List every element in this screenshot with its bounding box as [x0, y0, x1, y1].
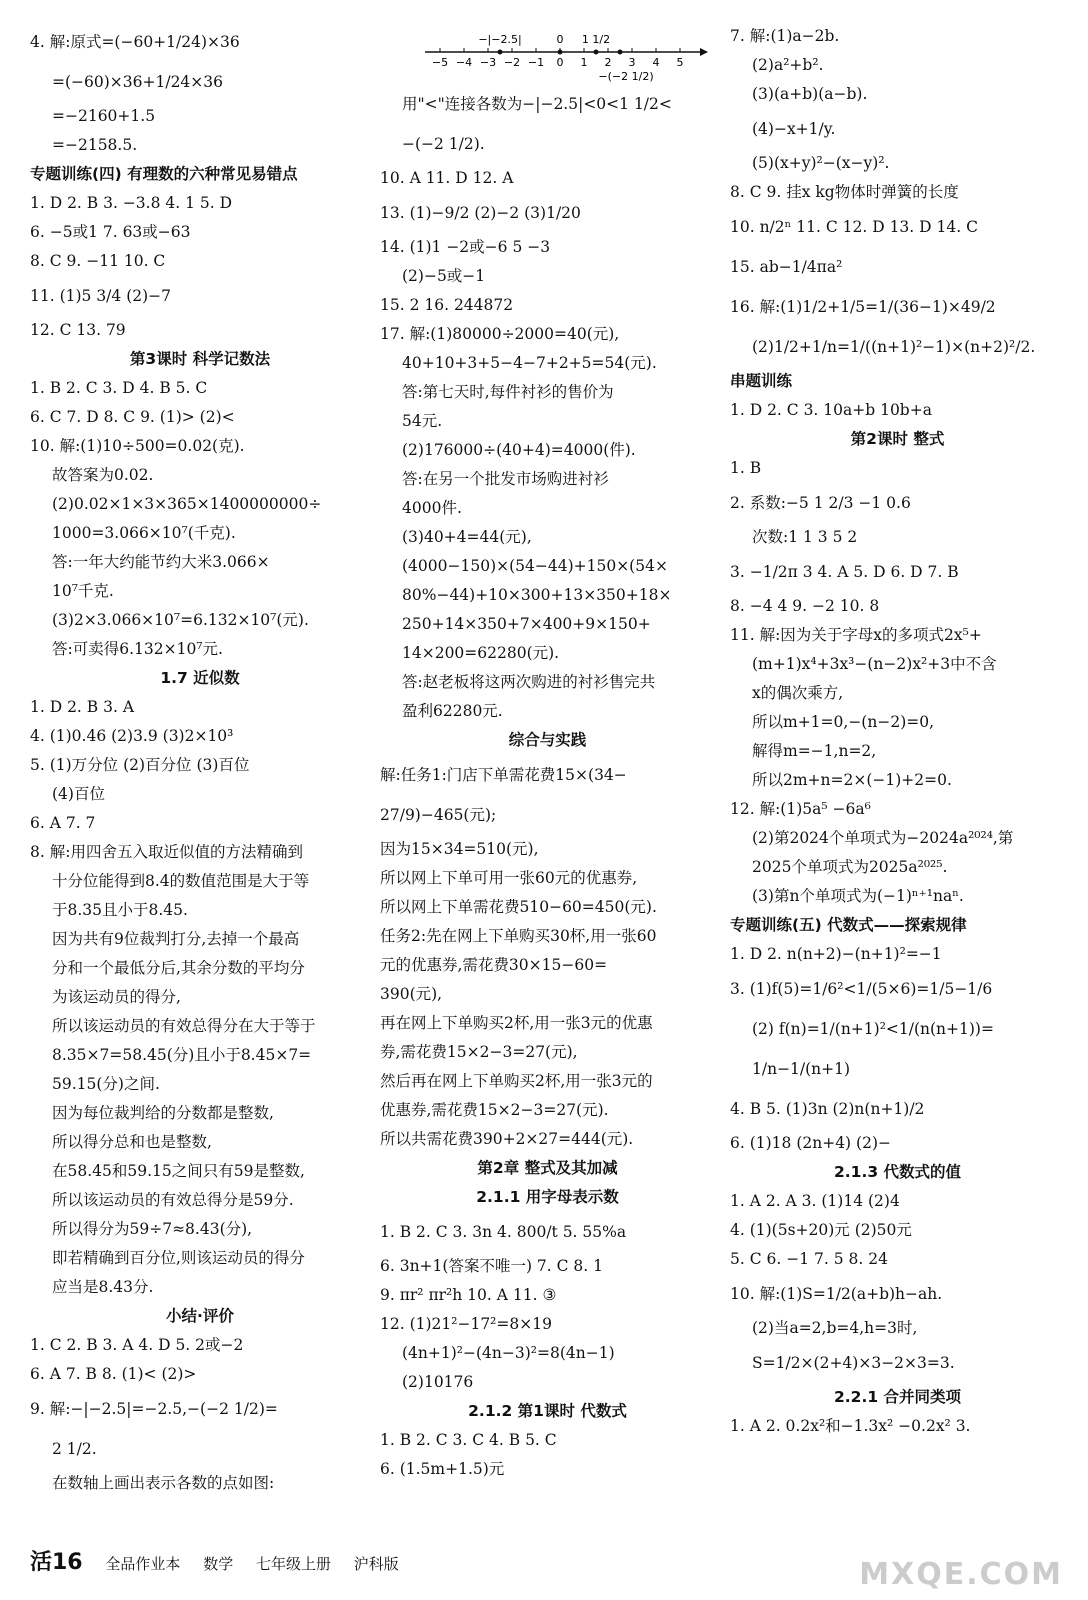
col2-line-16: 80%−44)+10×300+13×350+18× [402, 586, 672, 604]
col1-line-6: 6. −5或1 7. 63或−63 [30, 223, 191, 241]
col1-line-9: 12. C 13. 79 [30, 321, 126, 339]
col1-line-45: 6. A 7. B 8. (1)< (2)> [30, 1365, 197, 1383]
col3-line-41: S=1/2×(2+4)×3−2×3=3. [752, 1354, 955, 1372]
axis-tick-label: −5 [431, 56, 449, 69]
col2-line-21: 综合与实践 [508, 731, 587, 749]
col2-line-3: 13. (1)−9/2 (2)−2 (3)1/20 [380, 204, 581, 222]
axis-tick-label: 3 [628, 56, 636, 69]
col1-line-30: 因为共有9位裁判打分,去掉一个最高 [52, 930, 300, 948]
col2-line-44: 1. B 2. C 3. C 4. B 5. C [380, 1431, 557, 1449]
col3-line-26: 2025个单项式为2025a²⁰²⁵. [752, 858, 948, 876]
col3-line-19: (m+1)x⁴+3x³−(n−2)x²+3中不含 [752, 655, 997, 673]
col2-line-7: 17. 解:(1)80000÷2000=40(元), [380, 325, 620, 343]
col3-line-32: 1/n−1/(n+1) [752, 1060, 851, 1078]
col1-line-35: 59.15(分)之间. [52, 1075, 160, 1093]
col1-line-3: =−2158.5. [52, 136, 138, 154]
col2-line-0: 用"<"连接各数为−|−2.5|<0<1 1/2< [402, 95, 672, 113]
col3-line-39: 10. 解:(1)S=1/2(a+b)h−ah. [730, 1285, 943, 1303]
col1-line-44: 1. C 2. B 3. A 4. D 5. 2或−2 [30, 1336, 244, 1354]
col2-line-33: 优惠券,需花费15×2−3=27(元). [380, 1101, 609, 1119]
col2-line-22: 解:任务1:门店下单需花费15×(34− [380, 766, 627, 784]
col2-line-2: 10. A 11. D 12. A [380, 169, 514, 187]
col1-line-42: 应当是8.43分. [52, 1278, 154, 1296]
axis-point-label: −(−2 1/2) [598, 70, 654, 83]
col1-line-7: 8. C 9. −11 10. C [30, 252, 166, 270]
col1-line-5: 1. D 2. B 3. −3.8 4. 1 5. D [30, 194, 233, 212]
axis-tick-label: 1 [580, 56, 588, 69]
col3-line-23: 所以2m+n=2×(−1)+2=0. [752, 771, 952, 789]
edition-label: 沪科版 [353, 1555, 399, 1573]
col3-line-33: 4. B 5. (1)3n (2)n(n+1)/2 [730, 1100, 925, 1118]
grade-label: 七年级上册 [256, 1555, 332, 1573]
axis-point-label: −|−2.5| [478, 33, 522, 46]
col1-line-15: (2)0.02×1×3×365×1400000000÷ [52, 495, 322, 513]
col2-line-43: 2.1.2 第1课时 代数式 [468, 1402, 627, 1420]
col3-line-0: 7. 解:(1)a−2b. [730, 27, 840, 45]
col2-line-26: 所以网上下单需花费510−60=450(元). [380, 898, 657, 916]
axis-tick-label: −1 [527, 56, 545, 69]
col1-line-2: =−2160+1.5 [52, 107, 156, 125]
col3-line-3: (4)−x+1/y. [752, 120, 836, 138]
col1-line-0: 4. 解:原式=(−60+1/24)×36 [30, 33, 240, 51]
axis-tick-label: −4 [455, 56, 473, 69]
col3-line-15: 次数:1 1 3 5 2 [752, 528, 858, 546]
col2-line-45: 6. (1.5m+1.5)元 [380, 1460, 505, 1478]
col1-line-13: 10. 解:(1)10÷500=0.02(克). [30, 437, 245, 455]
col2-line-10: 54元. [402, 412, 443, 430]
col3-line-29: 1. D 2. n(n+2)−(n+1)²=−1 [730, 945, 942, 963]
col1-line-32: 为该运动员的得分, [52, 988, 181, 1006]
col1-line-43: 小结·评价 [166, 1307, 234, 1325]
col1-line-23: 4. (1)0.46 (2)3.9 (3)2×10³ [30, 727, 234, 745]
watermark-logo: MXQE.COM [859, 1557, 1063, 1592]
col2-line-24: 因为15×34=510(元), [380, 840, 539, 858]
col2-line-36: 2.1.1 用字母表示数 [476, 1188, 619, 1206]
col2-line-19: 答:赵老板将这两次购进的衬衫售完共 [402, 673, 656, 691]
col3-line-12: 第2课时 整式 [850, 430, 945, 448]
col1-line-8: 11. (1)5 3/4 (2)−7 [30, 287, 171, 305]
col3-line-7: 15. ab−1/4πa² [730, 258, 843, 276]
col1-line-47: 2 1/2. [52, 1440, 97, 1458]
col1-line-37: 所以得分总和也是整数, [52, 1133, 212, 1151]
col2-line-35: 第2章 整式及其加减 [477, 1159, 618, 1177]
col1-line-29: 于8.35且小于8.45. [52, 901, 188, 919]
col1-line-11: 1. B 2. C 3. D 4. B 5. C [30, 379, 208, 397]
col2-line-25: 所以网上下单可用一张60元的优惠券, [380, 869, 638, 887]
col1-line-34: 8.35×7=58.45(分)且小于8.45×7= [52, 1046, 312, 1064]
col1-line-26: 6. A 7. 7 [30, 814, 96, 832]
axis-tick-label: −3 [479, 56, 497, 69]
column-right [730, 22, 1065, 1441]
col1-line-19: (3)2×3.066×10⁷=6.132×10⁷(元). [52, 611, 309, 629]
col2-line-29: 390(元), [380, 985, 443, 1003]
col3-line-11: 1. D 2. C 3. 10a+b 10b+a [730, 401, 932, 419]
col1-line-22: 1. D 2. B 3. A [30, 698, 135, 716]
column-middle [380, 22, 715, 1484]
col2-line-9: 答:第七天时,每件衬衫的售价为 [402, 383, 614, 401]
col1-line-14: 故答案为0.02. [52, 466, 154, 484]
col1-line-24: 5. (1)万分位 (2)百分位 (3)百位 [30, 756, 250, 774]
col2-line-13: 4000件. [402, 499, 462, 517]
col3-line-8: 16. 解:(1)1/2+1/5=1/(36−1)×49/2 [730, 298, 996, 316]
col2-line-37: 1. B 2. C 3. 3n 4. 800/t 5. 55%a [380, 1223, 627, 1241]
col1-line-31: 分和一个最低分后,其余分数的平均分 [52, 959, 305, 977]
axis-tick-label: 5 [676, 56, 684, 69]
col2-line-15: (4000−150)×(54−44)+150×(54× [402, 557, 668, 575]
col3-line-35: 2.1.3 代数式的值 [833, 1163, 962, 1181]
col3-line-30: 3. (1)f(5)=1/6²<1/(5×6)=1/5−1/6 [730, 980, 993, 998]
col3-line-1: (2)a²+b². [752, 56, 824, 74]
col1-line-38: 在58.45和59.15之间只有59是整数, [52, 1162, 305, 1180]
col1-line-27: 8. 解:用四舍五入取近似值的方法精确到 [30, 843, 303, 861]
col1-line-10: 第3课时 科学记数法 [129, 350, 271, 368]
col3-line-5: 8. C 9. 挂x kg物体时弹簧的长度 [730, 183, 959, 201]
book-title: 全品作业本 [105, 1555, 181, 1573]
col2-line-42: (2)10176 [402, 1373, 474, 1391]
col1-line-48: 在数轴上画出表示各数的点如图: [52, 1474, 275, 1492]
col3-line-42: 2.2.1 合并同类项 [833, 1388, 962, 1406]
col2-line-14: (3)40+4=44(元), [402, 528, 532, 546]
col3-line-31: (2) f(n)=1/(n+1)²<1/(n(n+1))= [752, 1020, 994, 1038]
col2-line-40: 12. (1)21²−17²=8×19 [380, 1315, 552, 1333]
col1-line-36: 因为每位裁判给的分数都是整数, [52, 1104, 274, 1122]
col2-line-18: 14×200=62280(元). [402, 644, 560, 662]
col3-line-36: 1. A 2. A 3. (1)14 (2)4 [730, 1192, 900, 1210]
col2-line-23: 27/9)−465(元); [380, 806, 497, 824]
col1-line-12: 6. C 7. D 8. C 9. (1)> (2)< [30, 408, 235, 426]
col3-line-14: 2. 系数:−5 1 2/3 −1 0.6 [730, 494, 911, 512]
col3-line-18: 11. 解:因为关于字母x的多项式2x⁵+ [730, 626, 982, 644]
col3-line-27: (3)第n个单项式为(−1)ⁿ⁺¹naⁿ. [752, 887, 964, 905]
axis-tick-label: 2 [604, 56, 612, 69]
col3-line-40: (2)当a=2,b=4,h=3时, [752, 1319, 918, 1337]
page-footer [30, 1545, 417, 1576]
col3-line-2: (3)(a+b)(a−b). [752, 85, 868, 103]
axis-tick-label: 0 [556, 56, 564, 69]
col1-line-41: 即若精确到百分位,则该运动员的得分 [52, 1249, 305, 1267]
col3-line-13: 1. B [730, 459, 762, 477]
col2-line-12: 答:在另一个批发市场购进衬衫 [402, 470, 609, 488]
page-number: 活16 [30, 1550, 83, 1575]
col1-line-4: 专题训练(四) 有理数的六种常见易错点 [30, 165, 298, 183]
col2-line-34: 所以共需花费390+2×27=444(元). [380, 1130, 634, 1148]
axis-tick-label: −2 [503, 56, 521, 69]
col3-line-6: 10. n/2ⁿ 11. C 12. D 13. D 14. C [730, 218, 978, 236]
col2-line-8: 40+10+3+5−4−7+2+5=54(元). [402, 354, 657, 372]
col3-line-28: 专题训练(五) 代数式——探索规律 [730, 916, 967, 934]
col2-line-1: −(−2 1/2). [402, 135, 485, 153]
col1-line-25: (4)百位 [52, 785, 105, 803]
axis-point-label: 1 1/2 [581, 33, 611, 46]
col1-line-1: =(−60)×36+1/24×36 [52, 73, 224, 91]
col3-line-24: 12. 解:(1)5a⁵ −6a⁶ [730, 800, 871, 818]
column-left [30, 22, 370, 1498]
number-line-figure [380, 22, 715, 84]
col1-line-40: 所以得分为59÷7≈8.43(分), [52, 1220, 253, 1238]
col3-line-4: (5)(x+y)²−(x−y)². [752, 154, 890, 172]
col1-line-20: 答:可卖得6.132×10⁷元. [52, 640, 223, 658]
axis-tick-label: 4 [652, 56, 660, 69]
col3-line-38: 5. C 6. −1 7. 5 8. 24 [730, 1250, 888, 1268]
col3-line-20: x的偶次乘方, [752, 684, 844, 702]
col2-line-5: (2)−5或−1 [402, 267, 486, 285]
axis-point-label: 0 [556, 33, 564, 46]
col3-line-17: 8. −4 4 9. −2 10. 8 [730, 597, 880, 615]
axis-point [594, 50, 599, 55]
col1-line-16: 1000=3.066×10⁷(千克). [52, 524, 236, 542]
axis-point [618, 50, 623, 55]
col2-line-28: 元的优惠券,需花费30×15−60= [380, 956, 608, 974]
col3-line-21: 所以m+1=0,−(n−2)=0, [752, 713, 935, 731]
col2-line-27: 任务2:先在网上下单购买30杯,用一张60 [380, 927, 657, 945]
col3-line-10: 串题训练 [730, 372, 793, 390]
axis-point [498, 50, 503, 55]
col2-line-38: 6. 3n+1(答案不唯一) 7. C 8. 1 [380, 1257, 604, 1275]
col2-line-30: 再在网上下单购买2杯,用一张3元的优惠 [380, 1014, 653, 1032]
axis-point [558, 50, 563, 55]
col2-line-4: 14. (1)1 −2或−6 5 −3 [380, 238, 551, 256]
col2-line-41: (4n+1)²−(4n−3)²=8(4n−1) [402, 1344, 615, 1362]
col2-line-11: (2)176000÷(40+4)=4000(件). [402, 441, 636, 459]
col2-line-32: 然后再在网上下单购买2杯,用一张3元的 [380, 1072, 653, 1090]
col1-line-33: 所以该运动员的有效总得分在大于等于 [52, 1017, 316, 1035]
col1-line-17: 答:一年大约能节约大米3.066× [52, 553, 270, 571]
col2-line-17: 250+14×350+7×400+9×150+ [402, 615, 651, 633]
subject-label: 数学 [203, 1555, 234, 1573]
col3-line-37: 4. (1)(5s+20)元 (2)50元 [730, 1221, 912, 1239]
col1-line-46: 9. 解:−|−2.5|=−2.5,−(−2 1/2)= [30, 1400, 278, 1418]
col2-line-20: 盈利62280元. [402, 702, 503, 720]
col1-line-28: 十分位能得到8.4的数值范围是大于等 [52, 872, 310, 890]
col1-line-39: 所以该运动员的有效总得分是59分. [52, 1191, 294, 1209]
axis-arrow [700, 48, 708, 56]
col2-line-31: 券,需花费15×2−3=27(元), [380, 1043, 578, 1061]
col1-line-18: 10⁷千克. [52, 582, 114, 600]
col3-line-22: 解得m=−1,n=2, [752, 742, 877, 760]
col3-line-9: (2)1/2+1/n=1/((n+1)²−1)×(n+2)²/2. [752, 338, 1036, 356]
col3-line-34: 6. (1)18 (2n+4) (2)− [730, 1134, 891, 1152]
col2-line-39: 9. πr² πr²h 10. A 11. ③ [380, 1286, 557, 1304]
col3-line-43: 1. A 2. 0.2x²和−1.3x² −0.2x² 3. [730, 1417, 971, 1435]
col1-line-21: 1.7 近似数 [160, 669, 240, 687]
col3-line-25: (2)第2024个单项式为−2024a²⁰²⁴,第 [752, 829, 1014, 847]
col2-line-6: 15. 2 16. 244872 [380, 296, 514, 314]
col3-line-16: 3. −1/2π 3 4. A 5. D 6. D 7. B [730, 563, 959, 581]
